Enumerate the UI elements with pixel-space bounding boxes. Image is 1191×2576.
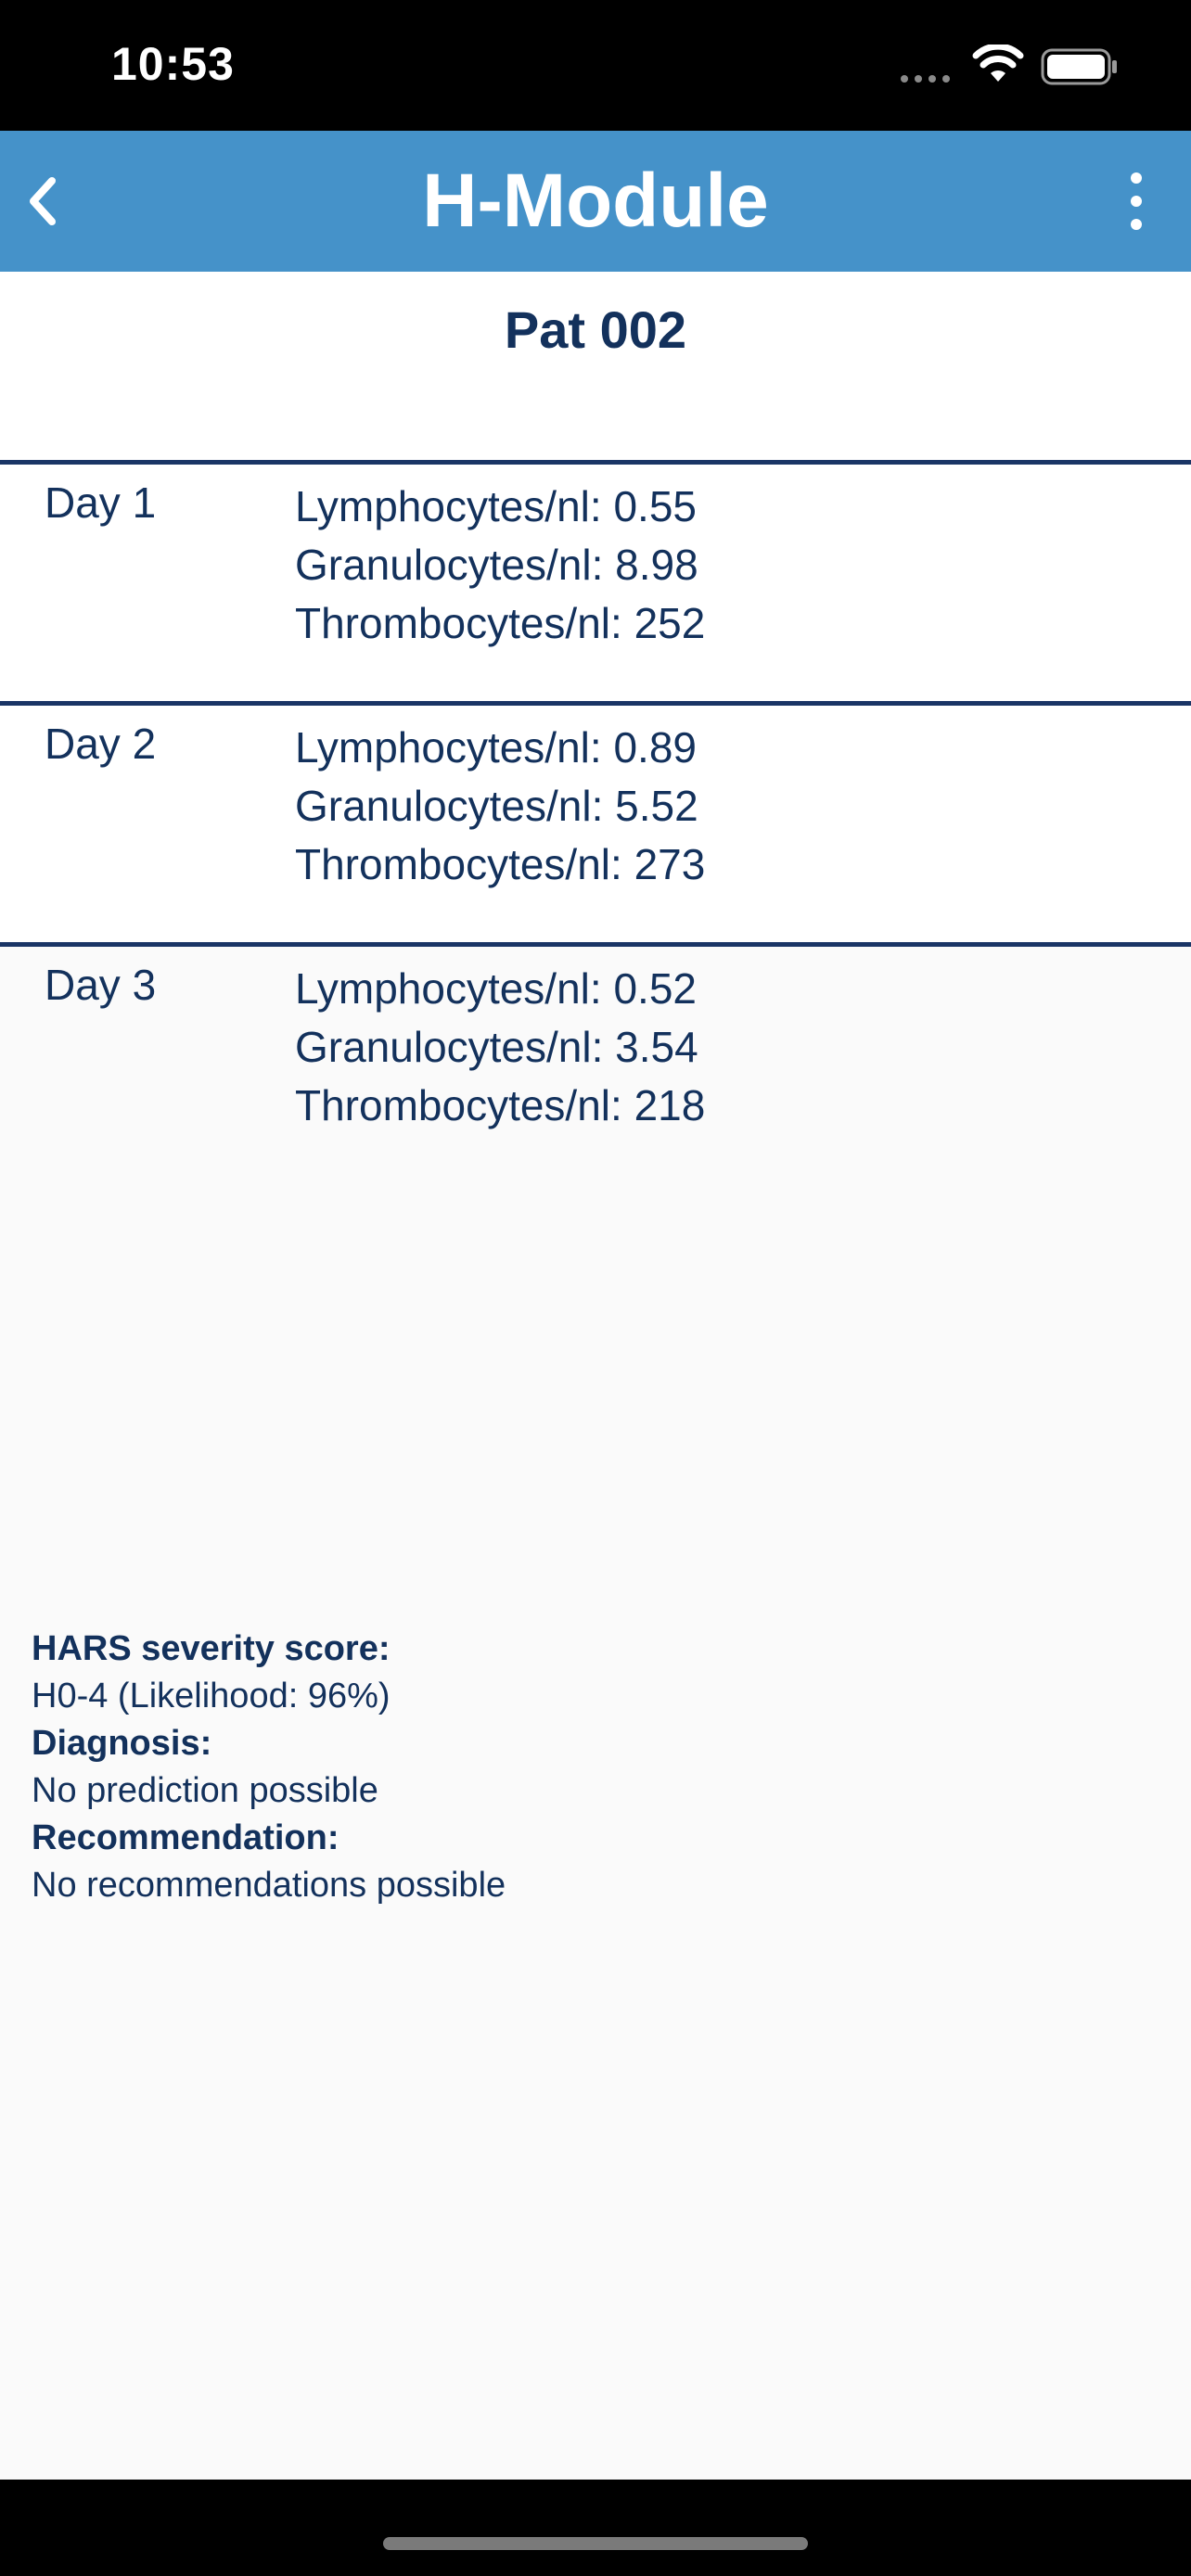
cellular-signal-icon [900,74,955,83]
day-label: Day 3 [45,961,157,1009]
lymphocytes-value: Lymphocytes/nl: 0.55 [295,482,697,530]
granulocytes-value: Granulocytes/nl: 8.98 [295,541,698,589]
hars-value: H0-4 (Likelihood: 96%) [32,1677,391,1715]
patient-name: Pat 002 [504,300,687,359]
day-label: Day 1 [45,478,157,527]
day-list [0,460,1191,1183]
back-button[interactable] [9,157,74,246]
diagnosis-value: No prediction possible [32,1771,378,1810]
navigation-bar [0,131,1191,272]
granulocytes-value: Granulocytes/nl: 3.54 [295,1023,698,1071]
blood-values [295,719,705,894]
lymphocytes-value: Lymphocytes/nl: 0.52 [295,964,697,1013]
page-title: H-Module [422,159,769,243]
day-row [0,460,1191,701]
recommendation-value: No recommendations possible [32,1866,506,1905]
day-row [0,942,1191,1183]
vertical-ellipsis-icon [1127,169,1146,234]
thrombocytes-value: Thrombocytes/nl: 218 [295,1081,706,1129]
status-time: 10:53 [111,38,235,90]
status-bar [0,0,1191,131]
diagnosis-heading: Diagnosis: [32,1724,212,1763]
assessment-summary [32,1626,506,1909]
granulocytes-value: Granulocytes/nl: 5.52 [295,782,698,830]
day-row [0,701,1191,942]
blood-values [295,478,705,653]
wifi-icon [972,45,1024,85]
patient-header [0,272,1191,460]
home-indicator[interactable] [383,2537,808,2550]
recommendation-heading: Recommendation: [32,1818,339,1857]
main-content [0,272,1191,2480]
thrombocytes-value: Thrombocytes/nl: 252 [295,599,706,647]
more-options-button[interactable] [1104,157,1169,246]
blood-values [295,960,705,1135]
lymphocytes-value: Lymphocytes/nl: 0.89 [295,723,697,772]
battery-icon [1041,48,1119,85]
bottom-bar [0,2480,1191,2576]
chevron-left-icon [26,175,58,227]
day-label: Day 2 [45,720,157,768]
hars-heading: HARS severity score: [32,1629,391,1668]
thrombocytes-value: Thrombocytes/nl: 273 [295,840,706,888]
